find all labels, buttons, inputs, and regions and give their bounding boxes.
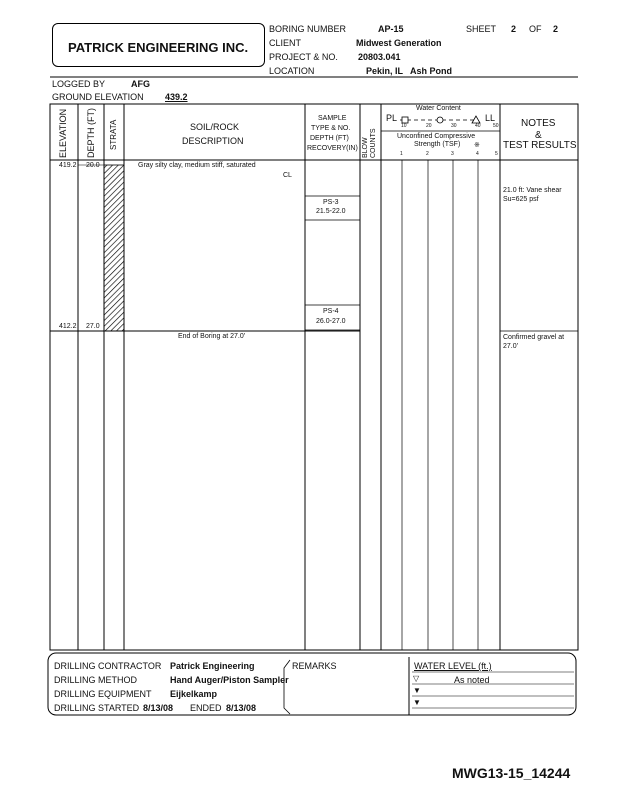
end-of-boring-text: End of Boring at 27.0' xyxy=(178,333,246,340)
soil-header-2: DESCRIPTION xyxy=(182,136,244,146)
ground-elevation-label: GROUND ELEVATION xyxy=(52,92,144,102)
drilling-method-value: Hand Auger/Piston Sampler xyxy=(170,675,289,685)
drilling-method-label: DRILLING METHOD xyxy=(54,675,138,685)
ucs-tick-2: 2 xyxy=(426,151,429,157)
soil-description: Gray silty clay, medium stiff, saturated xyxy=(138,162,256,169)
ucs-tick-4: 4 xyxy=(476,151,479,157)
note-gravel-2: 27.0' xyxy=(503,343,518,350)
elevation-419-2: 419.2 xyxy=(59,162,77,169)
ucs-symbol: ※ xyxy=(474,142,480,149)
soil-header-1: SOIL/ROCK xyxy=(190,122,240,132)
sheet-number: 2 xyxy=(511,24,517,34)
sample-ps3-type: PS-3 xyxy=(323,199,339,206)
water-level-symbol-1: ▽ xyxy=(413,674,420,683)
water-level-symbol-2: ▼ xyxy=(413,686,421,695)
sample-header-4: RECOVERY(IN) xyxy=(307,145,358,152)
wc-tick-50: 50 xyxy=(493,123,499,129)
wc-tick-20: 20 xyxy=(426,123,432,129)
drilling-started-value: 8/13/08 xyxy=(143,703,174,713)
uscs-symbol: CL xyxy=(283,172,292,179)
notes-header-2: & xyxy=(535,130,542,141)
drilling-contractor-label: DRILLING CONTRACTOR xyxy=(54,661,162,671)
sheet-total: 2 xyxy=(553,24,559,34)
sheet-label: SHEET xyxy=(466,24,497,34)
logged-by-label: LOGGED BY xyxy=(52,79,106,89)
sample-header-2: TYPE & NO. xyxy=(311,125,351,132)
ll-marker xyxy=(472,116,480,123)
project-label: PROJECT & NO. xyxy=(269,52,338,62)
depth-header: DEPTH (FT) xyxy=(86,108,96,158)
counts-header: COUNTS xyxy=(370,128,377,158)
elevation-412-2: 412.2 xyxy=(59,323,77,330)
boring-number-label: BORING NUMBER xyxy=(269,24,347,34)
remarks-label: REMARKS xyxy=(292,661,337,671)
depth-27: 27.0 xyxy=(86,323,100,330)
ll-label: LL xyxy=(485,113,496,123)
notes-header-1: NOTES xyxy=(521,118,556,129)
elevation-header: ELEVATION xyxy=(58,108,68,158)
logged-by-value: AFG xyxy=(131,79,150,89)
note-vane-shear-1: 21.0 ft: Vane shear xyxy=(503,187,562,194)
sample-header-1: SAMPLE xyxy=(318,115,347,122)
log-frame xyxy=(50,104,578,650)
location-value: Pekin, IL Ash Pond xyxy=(366,66,453,76)
drilling-equipment-label: DRILLING EQUIPMENT xyxy=(54,689,152,699)
drilling-ended-value: 8/13/08 xyxy=(226,703,257,713)
note-gravel-1: Confirmed gravel at xyxy=(503,334,565,341)
project-value: 20803.041 xyxy=(358,52,401,62)
drilling-equipment-value: Eijkelkamp xyxy=(170,689,218,699)
water-level-label: WATER LEVEL (ft.) xyxy=(414,661,492,671)
note-vane-shear-2: Su=625 psf xyxy=(503,196,539,203)
sample-ps4-depth: 26.0-27.0 xyxy=(316,318,346,325)
sample-ps3-depth: 21.5-22.0 xyxy=(316,208,346,215)
ucs-label-2: Strength (TSF) xyxy=(414,141,461,148)
drilling-started-label: DRILLING STARTED xyxy=(54,703,140,713)
sample-header-3: DEPTH (FT) xyxy=(310,135,349,142)
drilling-ended-label: ENDED xyxy=(190,703,222,713)
water-level-symbol-3: ▼ xyxy=(413,698,421,707)
sheet-of: OF xyxy=(529,24,542,34)
ucs-tick-3: 3 xyxy=(451,151,454,157)
client-value: Midwest Generation xyxy=(356,38,442,48)
ucs-tick-1: 1 xyxy=(400,151,403,157)
drilling-contractor-value: Patrick Engineering xyxy=(170,661,255,671)
wc-tick-30: 30 xyxy=(451,123,457,129)
depth-20: 20.0 xyxy=(86,162,100,169)
blow-header: BLOW xyxy=(362,137,369,158)
boring-number-value: AP-15 xyxy=(378,24,404,34)
ucs-label-1: Unconfined Compressive xyxy=(397,133,476,140)
water-content-label: Water Content xyxy=(416,105,461,112)
notes-header-3: TEST RESULTS xyxy=(503,140,577,151)
document-id: MWG13-15_14244 xyxy=(452,765,571,781)
pl-label: PL xyxy=(386,113,398,123)
ground-elevation-value: 439.2 xyxy=(165,92,188,102)
strata-hatch xyxy=(104,165,124,331)
wc-tick-40: 40 xyxy=(475,123,481,129)
wc-tick-10: 10 xyxy=(401,123,407,129)
location-label: LOCATION xyxy=(269,66,315,76)
sample-ps4-type: PS-4 xyxy=(323,308,339,315)
company-name: PATRICK ENGINEERING INC. xyxy=(68,40,249,55)
ucs-tick-5: 5 xyxy=(495,151,498,157)
strata-header: STRATA xyxy=(109,119,118,150)
client-label: CLIENT xyxy=(269,38,302,48)
water-level-note: As noted xyxy=(454,675,490,685)
wc-marker xyxy=(437,117,443,123)
